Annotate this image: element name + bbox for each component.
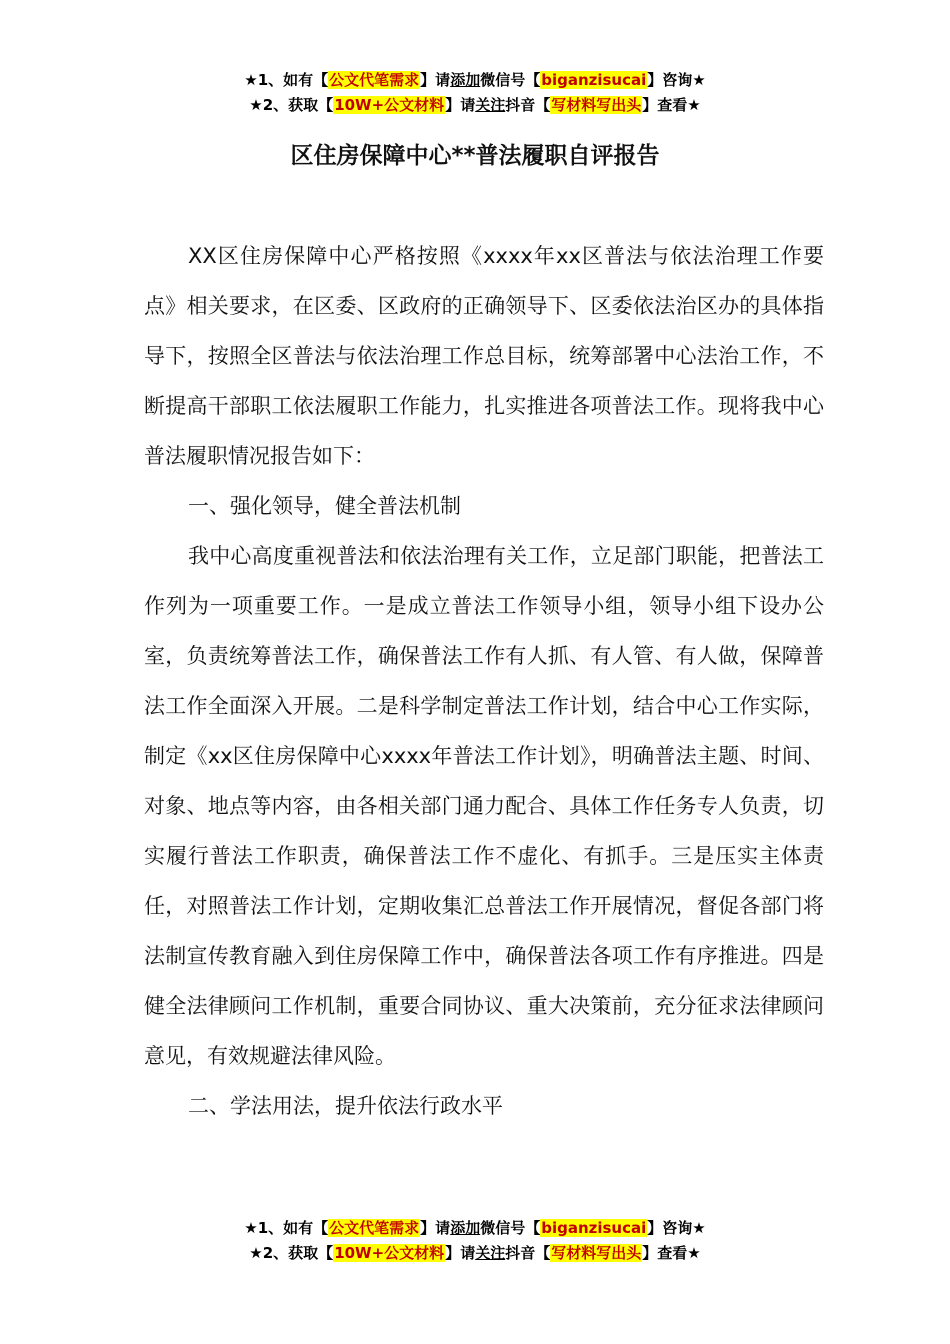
banner-highlight: 写材料写出头 bbox=[551, 96, 642, 114]
banner-text: 抖音【 bbox=[505, 1244, 551, 1262]
banner-text: ★1、如有【 bbox=[244, 71, 329, 89]
banner-highlight: biganzisucai bbox=[541, 71, 647, 89]
banner-highlight: 10W+公文材料 bbox=[334, 96, 445, 114]
body-paragraph: 我中心高度重视普法和依法治理有关工作，立足部门职能，把普法工作列为一项重要工作。一是成立普法工作领导小组，领导小组下设办公室，负责统筹普法工作，确保普法工作有人抓、有人管、有人做，保障普法工作全面深入开展。二是科学制定普法工作计划，结合中心工作实际，制定《xx区住房保障中心xxxx年普法工作计划》，明确普法主题、时间、对象、地点等内容，由各相关部门通力配合、具体工作任务专人负责，切实履行普法工作职责，确保普法工作不虚化、有抓手。三是压实主体责任，对照普法工作计划，定期收集汇总普法工作开展情况，督促各部门将法制宣传教育融入到住房保障工作中，确保普法各项工作有序推进。四是健全法律顾问工作机制，重要合同协议、重大决策前，充分征求法律顾问意见，有效规避法律风险。 bbox=[144, 544, 824, 1068]
banner-underlined-text: 添加 bbox=[450, 1219, 481, 1237]
banner-text: 】查看★ bbox=[642, 1244, 701, 1262]
banner-underlined-text: 关注 bbox=[475, 1244, 506, 1262]
banner-text: 微信号【 bbox=[480, 1219, 541, 1237]
banner-text: 】请 bbox=[445, 1244, 476, 1262]
banner-highlight: 写材料写出头 bbox=[551, 1244, 642, 1262]
banner-text: 】请 bbox=[445, 96, 476, 114]
banner-text: 微信号【 bbox=[480, 71, 541, 89]
banner-text: ★2、获取【 bbox=[249, 1244, 334, 1262]
banner-highlight: 10W+公文材料 bbox=[334, 1244, 445, 1262]
banner-line-1 bbox=[0, 68, 950, 93]
banner-text: 】查看★ bbox=[642, 96, 701, 114]
footer-banner bbox=[0, 1216, 950, 1266]
banner-highlight: 公文代笔需求 bbox=[329, 1219, 420, 1237]
banner-highlight: 公文代笔需求 bbox=[329, 71, 420, 89]
banner-line-2 bbox=[0, 93, 950, 118]
banner-text: 】咨询★ bbox=[647, 1219, 706, 1237]
section-heading: 一、强化领导，健全普法机制 bbox=[188, 494, 461, 518]
section-heading: 二、学法用法，提升依法行政水平 bbox=[188, 1094, 503, 1118]
document-body bbox=[144, 231, 824, 1131]
banner-text: ★1、如有【 bbox=[244, 1219, 329, 1237]
banner-text: 】请 bbox=[420, 71, 451, 89]
banner-text: 】请 bbox=[420, 1219, 451, 1237]
banner-text: ★2、获取【 bbox=[249, 96, 334, 114]
banner-underlined-text: 关注 bbox=[475, 96, 506, 114]
banner-underlined-text: 添加 bbox=[450, 71, 481, 89]
intro-paragraph: XX区住房保障中心严格按照《xxxx年xx区普法与依法治理工作要点》相关要求，在区委、区政府的正确领导下、区委依法治区办的具体指导下，按照全区普法与依法治理工作总目标，统筹部署中心法治工作，不断提高干部职工依法履职工作能力，扎实推进各项普法工作。现将我中心普法履职情况报告如下： bbox=[144, 244, 824, 468]
header-banner bbox=[0, 68, 950, 118]
document-title: 区住房保障中心**普法履职自评报告 bbox=[290, 143, 660, 169]
banner-line-1 bbox=[0, 1216, 950, 1241]
banner-line-2 bbox=[0, 1241, 950, 1266]
banner-highlight: biganzisucai bbox=[541, 1219, 647, 1237]
banner-text: 抖音【 bbox=[505, 96, 551, 114]
banner-text: 】咨询★ bbox=[647, 71, 706, 89]
